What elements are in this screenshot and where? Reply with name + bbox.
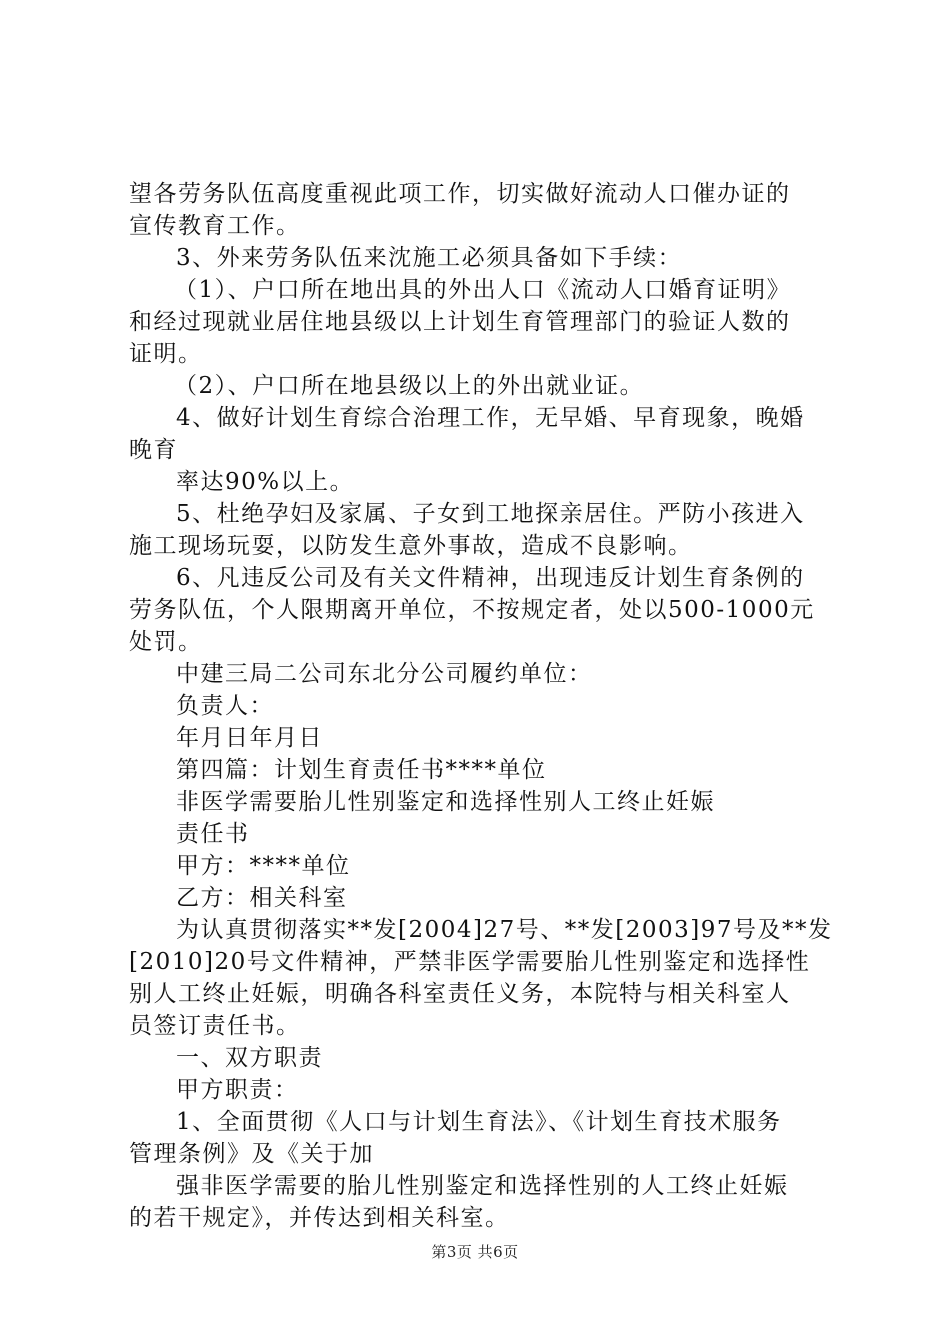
text-line: 负责人：	[176, 693, 274, 719]
text-line: 和经过现就业居住地县级以上计划生育管理部门的验证人数的	[129, 309, 791, 335]
text-line: 甲方：****单位	[176, 853, 351, 879]
text-line: 望各劳务队伍高度重视此项工作，切实做好流动人口催办证的	[129, 181, 791, 207]
text-line: 处罚。	[129, 629, 203, 655]
text-line: 证明。	[129, 341, 203, 367]
text-line: 率达90%以上。	[176, 469, 355, 495]
text-line: 乙方：相关科室	[176, 885, 348, 911]
text-line: 管理条例》及《关于加	[129, 1141, 374, 1167]
text-line: 非医学需要胎儿性别鉴定和选择性别人工终止妊娠	[176, 789, 715, 815]
section-heading: 第四篇：计划生育责任书****单位	[176, 757, 547, 783]
text-line: （2）、户口所在地县级以上的外出就业证。	[174, 373, 645, 399]
text-line: 员签订责任书。	[129, 1013, 301, 1039]
text-line: 施工现场玩耍，以防发生意外事故，造成不良影响。	[129, 533, 693, 559]
text-line: 强非医学需要的胎儿性别鉴定和选择性别的人工终止妊娠	[176, 1173, 789, 1199]
text-line: 宣传教育工作。	[129, 213, 301, 239]
text-line: 3、外来劳务队伍来沈施工必须具备如下手续：	[176, 245, 683, 271]
text-line: 年月日年月日	[176, 725, 323, 751]
text-line: 劳务队伍，个人限期离开单位，不按规定者，处以500-1000元	[129, 597, 815, 623]
text-line: [2010]20号文件精神，严禁非医学需要胎儿性别鉴定和选择性	[129, 949, 811, 975]
text-line: 5、杜绝孕妇及家属、子女到工地探亲居住。严防小孩进入	[176, 501, 805, 527]
text-line: 别人工终止妊娠，明确各科室责任义务，本院特与相关科室人	[129, 981, 791, 1007]
text-line: 中建三局二公司东北分公司履约单位：	[176, 661, 593, 687]
text-line: 一、双方职责	[176, 1045, 323, 1071]
text-line: （1）、户口所在地出具的外出人口《流动人口婚育证明》	[174, 277, 792, 303]
text-line: 的若干规定》，并传达到相关科室。	[129, 1205, 510, 1231]
text-line: 6、凡违反公司及有关文件精神，出现违反计划生育条例的	[176, 565, 805, 591]
text-line: 4、做好计划生育综合治理工作，无早婚、早育现象，晚婚	[176, 405, 805, 431]
text-line: 责任书	[176, 821, 250, 847]
page-footer: 第3页 共6页	[431, 1243, 519, 1261]
text-line: 晚育	[129, 437, 178, 463]
text-line: 甲方职责：	[176, 1077, 299, 1103]
text-line: 1、全面贯彻《人口与计划生育法》、《计划生育技术服务	[176, 1109, 782, 1135]
text-line: 为认真贯彻落实**发[2004]27号、**发[2003]97号及**发	[176, 917, 833, 943]
